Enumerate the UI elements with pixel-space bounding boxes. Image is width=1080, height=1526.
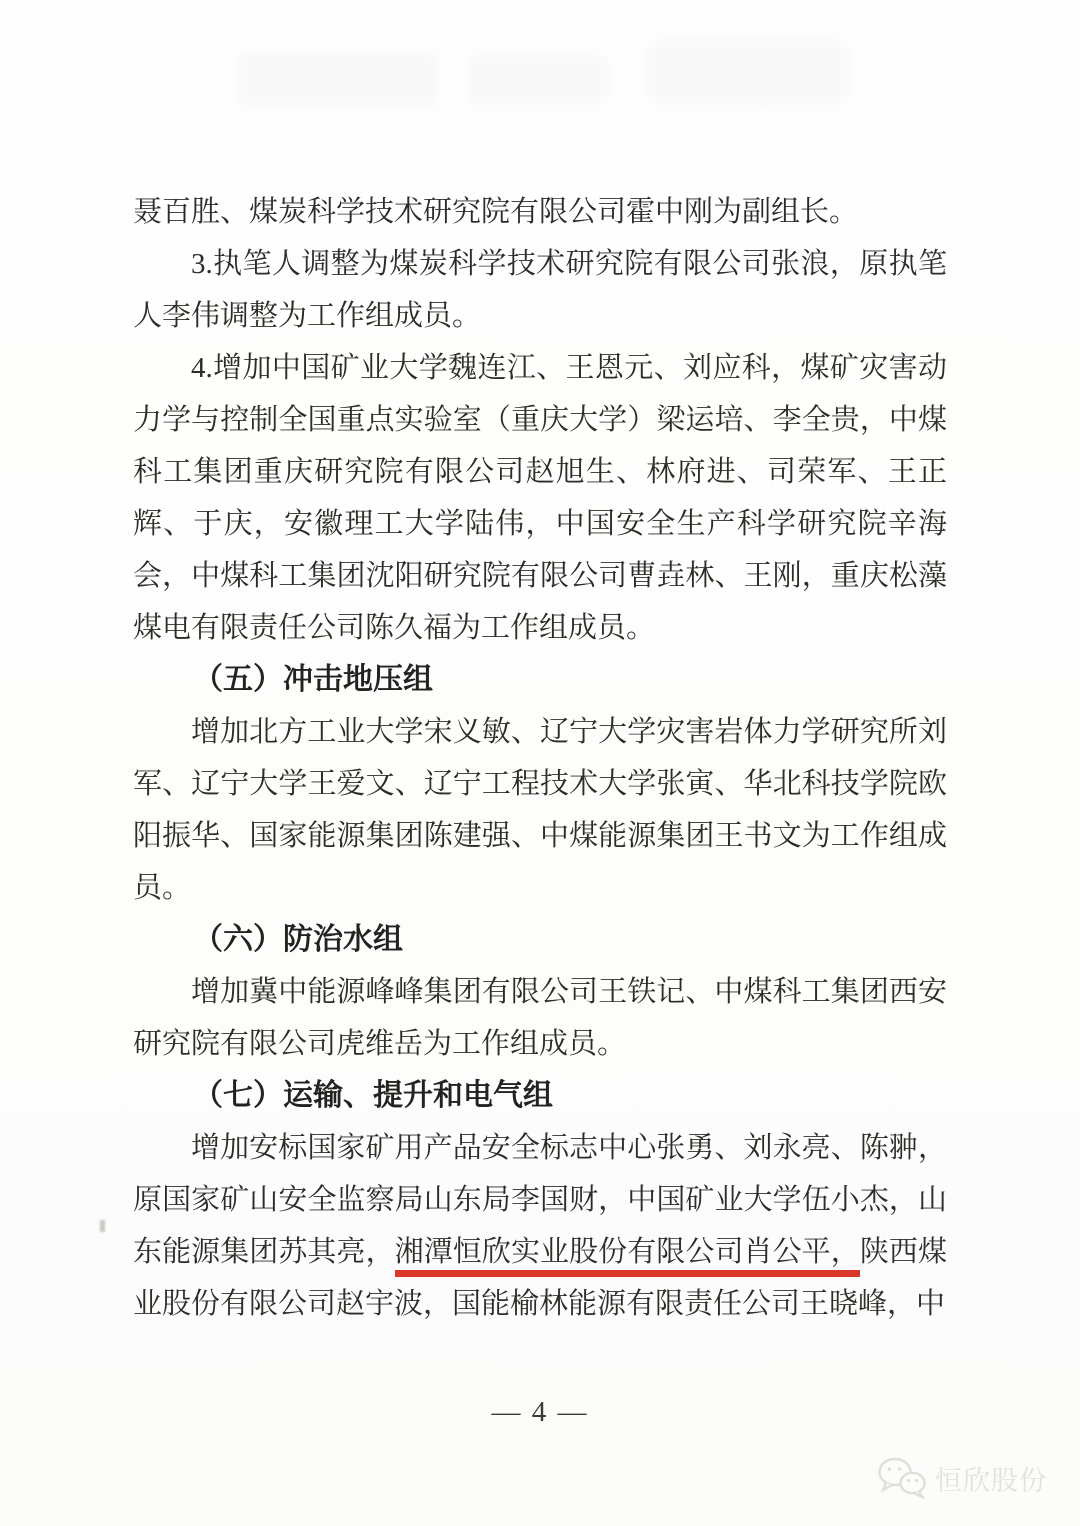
- watermark-label: 恒欣股份: [935, 1465, 1047, 1496]
- red-underlined-company-name: 湘潭恒欣实业股份有限公司肖公平，: [395, 1236, 860, 1277]
- paragraph-section-7-text: 增加安标国家矿用产品安全标志中心张勇、刘永亮、陈翀，原国家矿山安全监察局山东局李国财，中国矿业大学伍小杰，山东能源集团苏其亮，: [133, 1132, 947, 1268]
- section-heading-5: （五）冲击地压组: [193, 663, 433, 696]
- bleed-through-artifact: [238, 52, 438, 106]
- paragraph-section-5: 增加北方工业大学宋义敏、辽宁大学灾害岩体力学研究所刘军、辽宁大学王爱文、辽宁工程技术大学张寅、华北科技学院欧阳振华、国家能源集团陈建强、中煤能源集团王书文为工作组成员。: [133, 716, 947, 904]
- paragraph-section-7: [133, 1122, 947, 1330]
- wechat-watermark: [876, 1456, 1047, 1500]
- scan-speck: [100, 1220, 105, 1232]
- wechat-icon: [876, 1456, 928, 1500]
- section-heading-6: （六）防治水组: [193, 923, 403, 956]
- paragraph-item-3: 3.执笔人调整为煤炭科学技术研究院有限公司张浪，原执笔人李伟调整为工作组成员。: [133, 248, 947, 332]
- paragraph-section-6: 增加冀中能源峰峰集团有限公司王铁记、中煤科工集团西安研究院有限公司虎维岳为工作组成员。: [133, 976, 947, 1060]
- bleed-through-artifact: [648, 40, 848, 104]
- paragraph-section-7-text: 陕西煤业股份有限公司赵宇波，国能榆林能源有限责任公司王晓峰，中: [133, 1236, 947, 1320]
- bleed-through-artifact: [468, 56, 608, 104]
- document-text-block: [133, 186, 947, 1330]
- paragraph-item-4: 4.增加中国矿业大学魏连江、王恩元、刘应科，煤矿灾害动力学与控制全国重点实验室（重庆大学）梁运培、李全贵，中煤科工集团重庆研究院有限公司赵旭生、林府进、司荣军、王正辉、于庆，安徽理工大学陆伟，中国安全生产科学研究院辛海会，中煤科工集团沈阳研究院有限公司曹垚林、王刚，重庆松藻煤电有限责任公司陈久福为工作组成员。: [133, 352, 947, 644]
- section-heading-7: （七）运输、提升和电气组: [193, 1079, 553, 1112]
- page-number: — 4 —: [491, 1396, 589, 1428]
- paragraph-continuation: 聂百胜、煤炭科学技术研究院有限公司霍中刚为副组长。: [133, 196, 859, 228]
